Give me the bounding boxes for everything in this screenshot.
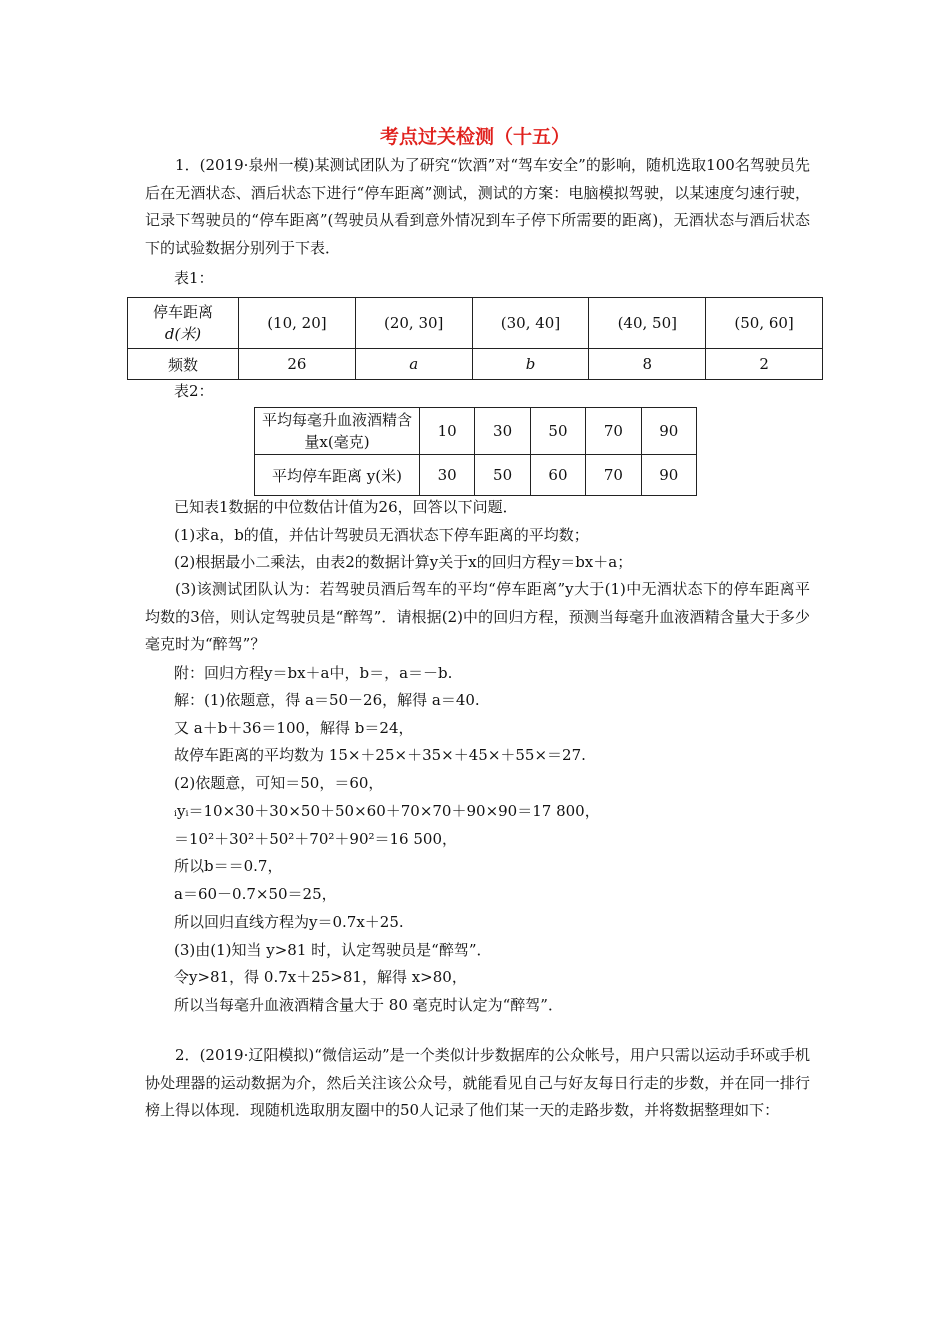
- sub-question-2: (2)根据最小二乘法，由表2的数据计算y关于x的回归方程y＝bx＋a；: [174, 553, 633, 571]
- page-title: 考点过关检测（十五）: [379, 126, 570, 148]
- table-2-y-label: 平均停车距离 y(米): [255, 455, 420, 496]
- solution-line: ᵢyᵢ＝10×30＋30×50＋50×60＋70×70＋90×90＝17 800，: [174, 802, 600, 820]
- table-2-label: 表2：: [174, 382, 214, 400]
- formula-note: 附：回归方程y＝bx＋a中，b＝，a＝－b.: [174, 664, 453, 682]
- table-2-y-value: 70: [586, 455, 641, 496]
- table-1-freq: 2: [706, 349, 823, 380]
- table-1-header-cell: 停车距离 d(米): [128, 298, 239, 349]
- table-2: [254, 407, 697, 496]
- table-2-x-value: 10: [420, 408, 475, 455]
- table-1-interval: (10, 20]: [239, 298, 356, 349]
- table-1-interval: (40, 50]: [589, 298, 706, 349]
- table-2-header-cell: 平均每毫升血液酒精含 量x(毫克): [255, 408, 420, 455]
- table-1-freq: a: [355, 349, 472, 380]
- solution-line: 故停车距离的平均数为 15×＋25×＋35×＋45×＋55×＝27.: [174, 746, 586, 764]
- table-2-y-value: 30: [420, 455, 475, 496]
- sub-question-3: (3)该测试团队认为：若驾驶员酒后驾车的平均“停车距离”y大于(1)中无酒状态下的停车距离平均数的3倍，则认定驾驶员是“醉驾”．请根据(2)中的回归方程，预测当每毫升血液酒精含量大于多少毫克时为“醉驾”？: [145, 580, 810, 653]
- solution-line: 所以当每毫升血液酒精含量大于 80 毫克时认定为“醉驾”．: [174, 996, 563, 1014]
- solution-line: (2)依题意，可知＝50，＝60，: [174, 774, 384, 792]
- table-1-freq-label: 频数: [128, 349, 239, 380]
- median-statement: 已知表1数据的中位数估计值为26，回答以下问题．: [174, 498, 518, 516]
- sub-question-1: (1)求a，b的值，并估计驾驶员无酒状态下停车距离的平均数；: [174, 526, 589, 544]
- table-2-x-value: 70: [586, 408, 641, 455]
- table-2-y-value: 90: [641, 455, 696, 496]
- table-2-x-value: 50: [530, 408, 585, 455]
- solution-line: a＝60－0.7×50＝25，: [174, 885, 337, 903]
- question-2-intro: 2．(2019·辽阳模拟)“微信运动”是一个类似计步数据库的公众帐号，用户只需以运动手环或手机协处理器的运动数据为介，然后关注该公众号，就能看见自己与好友每日行走的步数，并在同一排行榜上得以体现．现随机选取朋友圈中的50人记录了他们某一天的走路步数，并将数据整理如下：: [145, 1046, 810, 1119]
- solution-line: (3)由(1)知当 y>81 时，认定驾驶员是“醉驾”．: [174, 941, 492, 959]
- table-1-freq: 26: [239, 349, 356, 380]
- solution-line: 又 a＋b＋36＝100，解得 b＝24，: [174, 719, 414, 737]
- solution-line: ＝10²＋30²＋50²＋70²＋90²＝16 500，: [174, 830, 457, 848]
- solution-line: 解：(1)依题意，得 a＝50－26，解得 a＝40.: [174, 691, 480, 709]
- table-2-y-value: 60: [530, 455, 585, 496]
- table-1-freq: b: [472, 349, 589, 380]
- table-1-interval: (20, 30]: [355, 298, 472, 349]
- solution-line: 令y>81，得 0.7x＋25>81，解得 x>80，: [174, 968, 467, 986]
- table-1-freq: 8: [589, 349, 706, 380]
- table-1-interval: (50, 60]: [706, 298, 823, 349]
- table-2-x-value: 90: [641, 408, 696, 455]
- table-1: [127, 297, 823, 380]
- table-2-x-value: 30: [475, 408, 530, 455]
- table-1-interval: (30, 40]: [472, 298, 589, 349]
- table-1-label: 表1：: [174, 269, 214, 287]
- question-1-intro: 1．(2019·泉州一模)某测试团队为了研究“饮酒”对“驾车安全”的影响，随机选取100名驾驶员先后在无酒状态、酒后状态下进行“停车距离”测试，测试的方案：电脑模拟驾驶，以某速度匀速行驶，记录下驾驶员的“停车距离”(驾驶员从看到意外情况到车子停下所需要的距离)，无酒状态与酒后状态下的试验数据分别列于下表．: [145, 156, 810, 257]
- solution-line: 所以回归直线方程为y＝0.7x＋25.: [174, 913, 404, 931]
- solution-line: 所以b＝＝0.7，: [174, 857, 283, 875]
- table-2-y-value: 50: [475, 455, 530, 496]
